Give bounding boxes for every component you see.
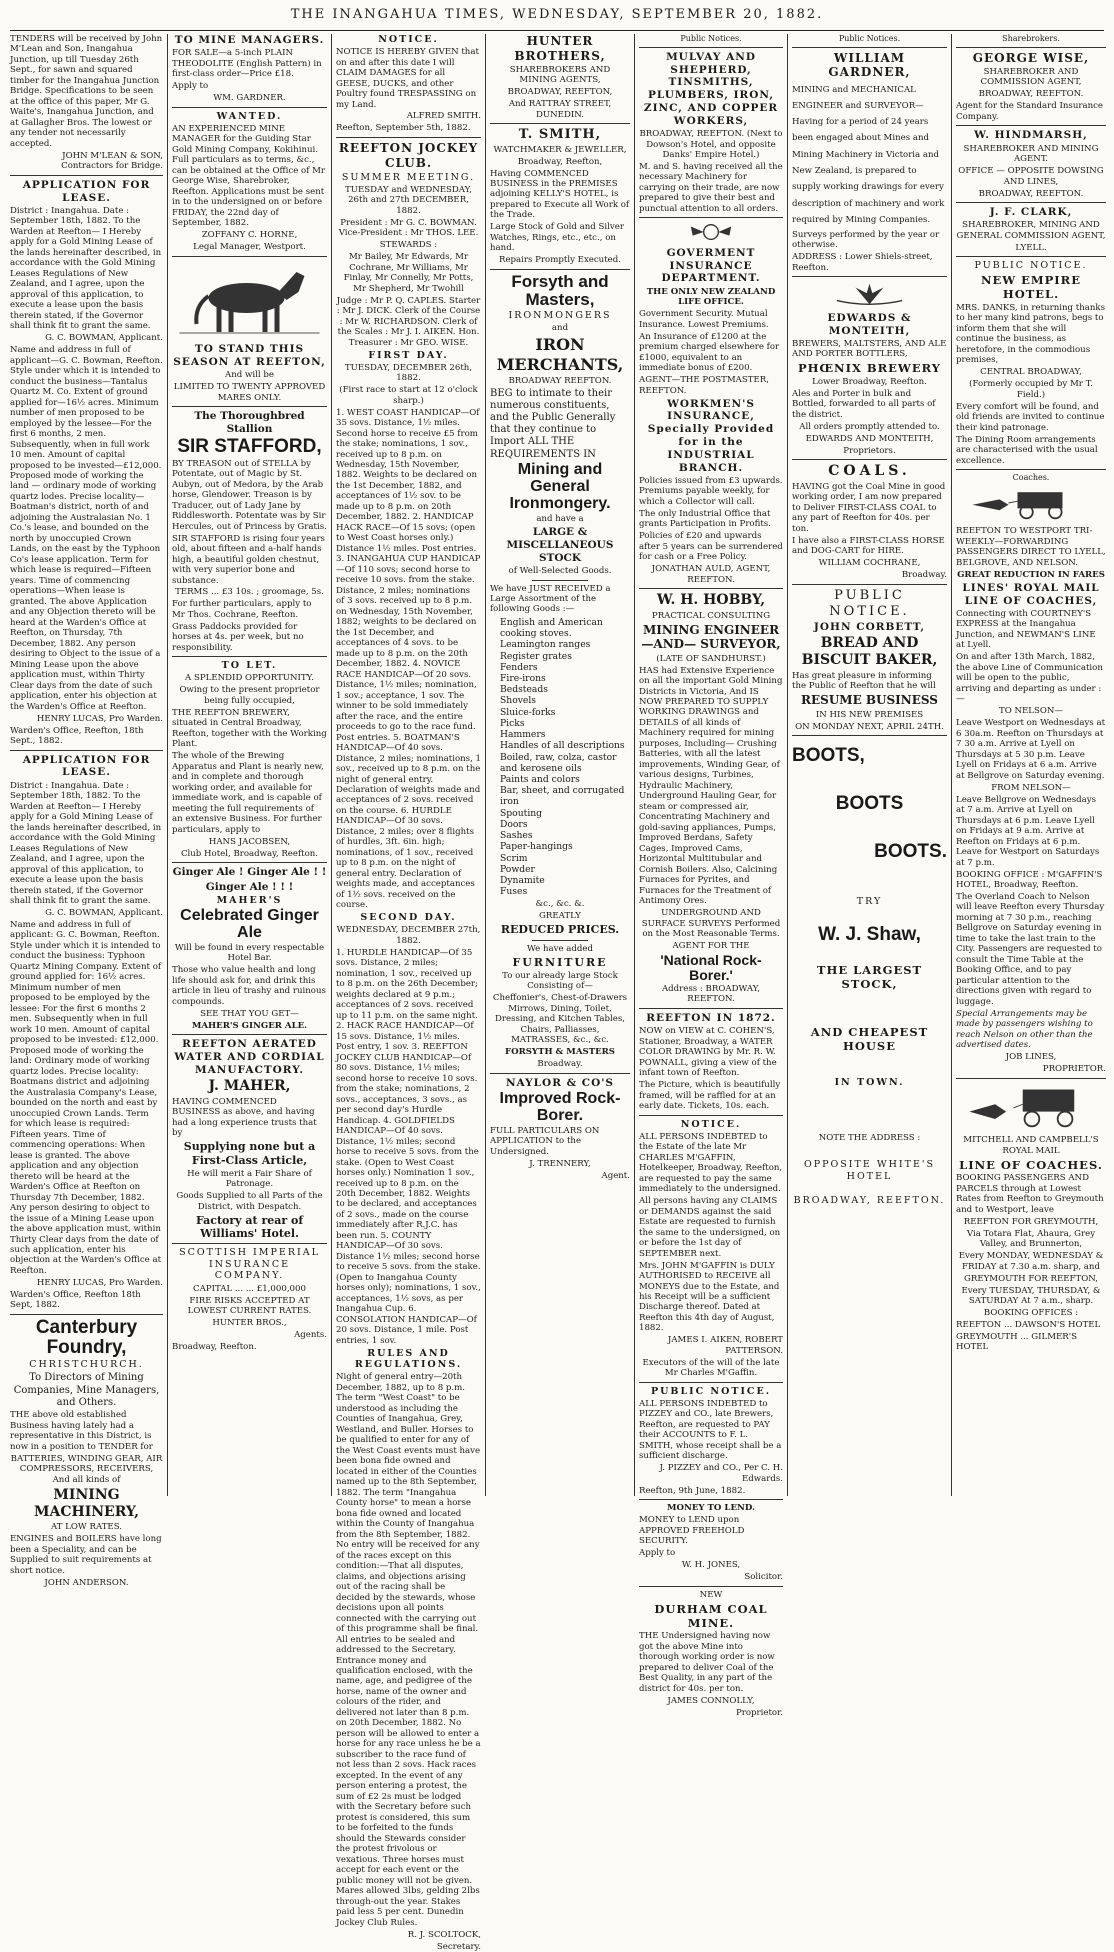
- goods-item: Boiled, raw, colza, castor and kerosene oils: [500, 751, 617, 774]
- column-4: [490, 34, 630, 1496]
- hunter-brothers-ad: HUNTER BROTHERS, SHAREBROKERS AND MINING AGENTS, BROADWAY, REEFTON, And RATTRAY STREET, DUNEDIN.: [507, 34, 613, 120]
- masthead-rule: [10, 30, 1104, 31]
- lease-application-typhoon: APPLICATION FOR LEASE. District : Inangahua. Date : September 18th, 1882. To the Warden at Reefton— I Hereby apply for a Gold Mining Lease of the lands hereinafter described, in accordance with the Gold Mining Leases Regulations of New Zealand, and I agree, upon the approval of this application, to execute a lease upon the basis therein stated, if the Governor shall think fit to grant the same. G. C. BOWMAN, Applicant. Name and address in full of applicant: G. C. Bowman, Reefton. Style under which it is intended to conduct the business: Typhoon Quartz Mining Company. Extent of ground applied for: 16½ acres. Minimum number of men proposed to be employed by the lessee: For the first 6 months 2 men. Subsequently when in full work 10 men. Amount of capital proposed to be invested: £12,000. Proposed mode of working the land: Ordinary mode of working quartz lodes. Precise locality: Boatmans district and adjoining the Australasia Company's Lease, bounded on the north and east by unoccupied Crown Lands. Term for which lease is required: Fifteen years. Time of commencing operations: When lease is granted. The above application and any objection thereto will be heard at the Warden's Office at Reefton on Thursday 7th December, 1882. Any person desiring to object to the issue of a Mining Lease upon the above application must, within Thirty Clear days from the date of such application, enter his objection at the Warden's Office at Reefton. HENRY LUCAS, Pro Warden. Warden's Office, Reefton 18th Sept, 1882.: [10, 753, 163, 1311]
- goods-item: Hammers: [500, 729, 546, 741]
- aerated-water-ad: REEFTON AERATED WATER AND CORDIAL MANUFACTORY. J. MAHER, HAVING COMMENCED BUSINESS as above, and having had a long experience trusts that by Supplying none but a First-Class Article, He will merit a Fair Share of Patronage. Goods Supplied to all Parts of the District, with Despatch. Factory at rear of Williams' Hotel.: [172, 1038, 325, 1240]
- goods-item: Paints and colors: [500, 774, 580, 786]
- mine-managers-ad: TO MINE MANAGERS. FOR SALE—a 5-inch PLAIN THEODOLITE (English Pattern) in first-class order—Price £18. Apply to WM. GARDNER.: [172, 34, 325, 104]
- goods-item: Fuses: [500, 886, 528, 898]
- hobby-engineer-ad: W. H. HOBBY, PRACTICAL CONSULTING MINING ENGINEER —AND— SURVEYOR, (LATE OF SANDHURST.) HAS had Extensive Experience on all the important Gold Mining Districts in Victoria, And IS NOW PREPARED TO SUPPLY WORKING DRAWINGS and DETAILS of all kinds of Machinery required for mining purposes, Including— Crushing Batteries, with all the latest improvements, Winding Gear, of various designs, Turbines, Hydraulic Machinery, Underground Hauling Gear, for steam or compressed air, Concentrating Machinery and gold-saving appliances, Pumps, Improved Berdans, Safety Cages, Improved Cams, Horizontal Multitubular and Cornish Boilers. Also, Calcining Furnaces for Pyrites, and Furnaces for the Treatment of Antimony Ores. UNDERGROUND AND SURFACE SURVEYS Performed on the Most Reasonable Terms. AGENT FOR THE 'National Rock-Borer.' Address : BROADWAY, REEFTON.: [639, 592, 783, 1005]
- column-5: Public Notices. MULVAY AND SHEPHERD, TINSMITHS, PLUMBERS, IRON, ZINC, AND COPPER WORKERS, BROADWAY, REEFTON. (Next to Dowson's Hotel, and opposite Danks' Empire Hotel.) M. and S. having received all the necessary Machinery for carrying on their trade, are now prepared to give their best and punctual attention to all orders. GOVERMENT INSURANCE DEPARTMENT. THE ONLY NEW ZEALAND LIFE OFFICE. Government Security. Mutual Insurance. Lowest Premiums. An Insurance of £1200 at the premium charged elsewhere for £1000, equivalent to an immediate bonus of £200. AGENT—THE POSTMASTER, REEFTON. WORKMEN'S INSURANCE, Specially Provided for in the INDUSTRIAL BRANCH. Policies issued from £3 upwards. Premiums payable weekly, for which a Collector will call. The only Industrial Office that grants Participation in Profits. Policies of £20 and upwards after 5 years can be surrendered for cash or a Free Policy. JONATHAN AULD, AGENT, REEFTON. W. H. HOBBY, PRACTICAL CONSULTING MINING ENGINEER —AND— SURVEYOR, (LATE OF SANDHURST.) HAS had Extensive Experience on all the important Gold Mining Districts in Victoria, And IS NOW PREPARED TO SUPPLY WORKING DRAWINGS and DETAILS of all kinds of Machinery required for mining purposes, Including— Crushing Batteries, with all the latest improvements, Winding Gear, of various designs, Turbines, Hydraulic Machinery, Underground Hauling Gear, for steam or compressed air, Concentrating Machinery and gold-saving appliances, Pumps, Improved Berdans, Safety Cages, Improved Cams, Horizontal Multitubular and Cornish Boilers. Also, Calcining Furnaces for Pyrites, and Furnaces for the Treatment of Antimony Ores. UNDERGROUND AND SURFACE SURVEYS Performed on the Most Reasonable Terms. AGENT FOR THE 'National Rock-Borer.' Address : BROADWAY, REEFTON. REEFTON IN 1872. NOW on VIEW at C. COHEN'S, Stationer, Broadway, a WATER COLOR DRAWING by Mr. R. W. POWNALL, giving a view of the infant town of Reefton. The Picture, which is beautifully framed, will be raffled for at an early date. Tickets, 10s. each. NOTICE. ALL PERSONS INDEBTED to the Estate of the late Mr CHARLES M'GAFFIN, Hotelkeeper, Broadway, Reefton, are requested to pay the same immediately to the undersigned. All persons having any CLAIMS or DEMANDS against the said Estate are requested to furnish the same to the undersigned, on or before the 1st day of SEPTEMBER next. Mrs. JOHN M'GAFFIN is DULY AUTHORISED to RECEIVE all MONEYS due to the Estate, and his Receipt will be a sufficient Discharge thereof. Dated at Reefton this 4th day of August, 1882. JAMES I. AIKEN, ROBERT PATTERSON. Executors of the will of the late Mr Charles M'Gaffin. PUBLIC NOTICE. ALL PERSONS INDEBTED to PIZZEY and CO., late Brewers, Reefton, are requested to PAY their ACCOUNTS to F. L. SMITH, whose receipt shall be a sufficient discharge. J. PIZZEY and CO., Per C. H. Edwards. Reefton, 9th June, 1882. MONEY TO LEND. MONEY to LEND upon APPROVED FREEHOLD SECURITY. Apply to W. H. JONES, Solicitor. NEW DURHAM COAL MINE. THE Undersigned having now got the above Mine into thorough working order is now prepared to deliver Coal of the Best Quality, in any part of the district for 40s. per ton. JAMES CONNOLLY, Proprietor.: [639, 34, 783, 1718]
- goods-item: Scrim: [500, 852, 528, 864]
- goods-item: Doors: [500, 818, 528, 830]
- goods-item: Shovels: [500, 695, 537, 707]
- john-corbett-ad: PUBLIC NOTICE. JOHN CORBETT, BREAD AND BISCUIT BAKER, Has great pleasure in informing the Public of Reefton that he will RESUME BUSINESS IN HIS NEW PREMISES ON MONDAY NEXT, APRIL 24TH.: [792, 587, 944, 732]
- canterbury-foundry-ad: Canterbury Foundry, CHRISTCHURCH. To Directors of Mining Companies, Mine Managers, and Others. THE above old established Business having lately had a representative in this District, is now in a position to TENDER for BATTERIES, WINDING GEAR, AIR COMPRESSORS, RECEIVERS, And all kinds of MINING MACHINERY, AT LOW RATES. ENGINES and BOILERS have long been a Speciality, and can be Supplied to suit requirements at short notice. JOHN ANDERSON.: [10, 1316, 163, 1588]
- mgaffin-estate-notice: NOTICE. ALL PERSONS INDEBTED to the Estate of the late Mr CHARLES M'GAFFIN, Hotelkeeper, Broadway, Reefton, are requested to pay the same immediately to the undersigned. All persons having any CLAIMS or DEMANDS against the said Estate are requested to furnish the same to the undersigned, on or before the 1st day of SEPTEMBER next. Mrs. JOHN M'GAFFIN is DULY AUTHORISED to RECEIVE all MONEYS due to the Estate, and his Receipt will be a sufficient Discharge thereof. Dated at Reefton this 4th day of August, 1882. JAMES I. AIKEN, ROBERT PATTERSON. Executors of the will of the late Mr Charles M'Gaffin.: [639, 1118, 783, 1379]
- edwards-monteith-ad: EDWARDS & MONTEITH, BREWERS, MALTSTERS, AND ALE AND PORTER BOTTLERS, PHŒNIX BREWERY Lower Broadway, Reefton. Ales and Porter in bulk and Bottled, forwarded to all parts of the district. All orders promptly attended to. EDWARDS AND MONTEITH, Proprietors.: [792, 280, 947, 456]
- goods-item: Bedsteads: [500, 684, 548, 696]
- phoenix-emblem-icon: [792, 280, 947, 308]
- column-divider: [951, 34, 952, 1496]
- goods-item: Dynamite: [500, 874, 545, 886]
- new-empire-hotel-ad: PUBLIC NOTICE. NEW EMPIRE HOTEL. MRS. DANKS, in returning thanks to her many kind patrons, begs to inform them that she will continue the business, as heretofore, in the commodious premises, CENTRAL BROADWAY, (Formerly occupied by Mr T. Field.) Every comfort will be found, and old friends are invited to continue their kind patronage. The Dining Room arrangements are characterised with the usual excellence.: [956, 260, 1106, 466]
- goods-item: Sluice-forks: [500, 706, 556, 718]
- column-divider: [331, 34, 332, 1496]
- mulvay-shepherd-ad: MULVAY AND SHEPHERD, TINSMITHS, PLUMBERS, IRON, ZINC, AND COPPER WORKERS, BROADWAY, REEFTON. (Next to Dowson's Hotel, and opposite Danks' Empire Hotel.) M. and S. having received all the necessary Machinery for carrying on their trade, are now prepared to give their best and punctual attention to all orders.: [639, 50, 783, 214]
- goods-item: Picks: [500, 717, 525, 729]
- naylor-rock-borer-ad: NAYLOR & CO'S Improved Rock-Borer. FULL PARTICULARS ON APPLICATION to the Undersigned. J. TRENNERY, Agent.: [490, 1076, 630, 1181]
- goods-item: Leamington ranges: [500, 639, 591, 651]
- goods-list: [500, 617, 630, 897]
- column-divider: [634, 34, 635, 1496]
- durham-coal-ad: NEW DURHAM COAL MINE. THE Undersigned having now got the above Mine into thorough working order is now prepared to deliver Coal of the Best Quality, in any part of the district for 40s. per ton. JAMES CONNOLLY, Proprietor.: [639, 1589, 783, 1718]
- column-divider: [485, 34, 486, 1496]
- column-3: [336, 34, 482, 1952]
- lines-royal-mail-ad: REEFTON TO WESTPORT TRI-WEEKLY—FORWARDING PASSENGERS DIRECT TO LYELL, BELGROVE, AND NELSON. GREAT REDUCTION IN FARES LINES' ROYAL MAIL LINE OF COACHES, Connecting with COURTNEY'S EXPRESS at the Inangahua Junction, and NEWMAN'S LINE at Lyell. On and after 13th March, 1882, the above Line of Communication will be open to the public, arriving and departing as under :— TO NELSON— Leave Westport on Wednesdays at 6 30a.m. Reefton on Thursdays at 7 30 a.m. Arrive at Lyell on Thursdays at 5 30 p.m. Leave Lyell on Fridays at 6 a.m. Arrive at Bellgrove on Saturday evening. FROM NELSON— Leave Bellgrove on Wednesdays at 7 a.m. Arrive at Lyell on Thursdays at 6 p.m. Leave Lyell on Fridays at 9 a.m. Arrive at Reefton on Fridays at 6 p.m. Leave for Westport on Saturdays at 7 p.m. BOOKING OFFICE : M'GAFFIN'S HOTEL, Broadway, Reefton. The Overland Coach to Nelson will leave Reefton every Thursday morning at 7 30 p.m., reaching Bellgrove on Saturday evening in time to take the last train to the City. Passengers are requested to consult the Time Table at the Booking Office, and to pay particular attention to the directions given with regard to luggage. Special Arrangements may be made by passengers wishing to reach Nelson on other than the advertised dates. JOB LINES, PROPRIETOR.: [956, 483, 1106, 1075]
- reefton-1872-ad: REEFTON IN 1872. NOW on VIEW at C. COHEN'S, Stationer, Broadway, a WATER COLOR DRAWING by Mr. R. W. POWNALL, giving a view of the infant town of Reefton. The Picture, which is beautifully framed, will be raffled for at an early date. Tickets, 10s. each.: [639, 1011, 781, 1112]
- goods-item: Paper-hangings: [500, 841, 573, 853]
- forsyth-masters-ad: Forsyth and Masters, IRONMONGERS and IRON MERCHANTS, BROADWAY REEFTON. BEG to intimate to their numerous constituents, and the Public Generally that they continue to Import ALL THE REQUIREMENTS IN Mining and General Ironmongery. and have a LARGE & MISCELLANEOUS STOCK of Well-Selected Goods. We have JUST RECEIVED a Large Assortment of the following Goods :— English and American cooking stoves. Leamington ranges Register grates Fenders Fire-irons Bedsteads Shovels Sluice-forks Picks Hammers Handles of all descriptions Boiled, raw, colza, castor and kerosene oils Paints and colors Bar, sheet, and corrugated iron Spouting Doors Sashes Paper-hangings Scrim Powder Dynamite Fuses &c., &c. &. GREATLY REDUCED PRICES. We have added FURNITURE To our already large Stock Consisting of— Cheffonier's, Chest-of-Drawers Mirrows, Dining, Toilet, Dressing, and Kitchen Tables, Chairs, Palliasses, MATRASSES, &c., &c. FORSYTH & MASTERS Broadway.: [490, 273, 630, 1070]
- shaw-boots-ad: BOOTS, BOOTS BOOTS. TRY W. J. Shaw, THE LARGEST STOCK, AND CHEAPEST HOUSE IN TOWN. NOTE THE ADDRESS : OPPOSITE WHITE'S HOTEL BROADWAY, REEFTON.: [792, 745, 947, 1206]
- mitchell-campbell-coaches-ad: MITCHELL AND CAMPBELL'S ROYAL MAIL LINE OF COACHES. BOOKING PASSENGERS AND PARCELS through at Lowest Rates from Reefton to Greymouth and to Westport, leave REEFTON FOR GREYMOUTH, Via Totara Flat, Ahaura, Grey Valley, and Brunnerton, Every MONDAY, WEDNESDAY & FRIDAY at 7.30 a.m. sharp, and GREYMOUTH FOR REEFTON, Every TUESDAY, THURSDAY, & SATURDAY At 7 a.m., sharp. BOOKING OFFICES : REEFTON ... DAWSON'S HOTEL GREYMOUTH ... GILMER'S HOTEL: [956, 1082, 1106, 1353]
- william-gardner-ad: WILLIAM GARDNER, MINING and MECHANICAL ENGINEER and SURVEYOR—Having for a period of 24 years been engaged about Mines and Mining Machinery in Victoria and New Zealand, is prepared to supply working drawings for every description of machinery and work required by Mining Companies. Surveys performed by the year or otherwise. ADDRESS : Lower Shiels-street, Reefton.: [792, 50, 945, 273]
- t-smith-ad: T. SMITH, WATCHMAKER & JEWELLER, Broadway, Reefton, Having COMMENCED BUSINESS in the PREMISES adjoining KELLY'S HOTEL, is prepared to Execute all Work of the Trade. Large Stock of Gold and Silver Watches, Rings, etc., etc., on hand. Repairs Promptly Executed.: [490, 127, 630, 266]
- poultry-notice: NOTICE. NOTICE IS HEREBY GIVEN that on and after this date I will CLAIM DAMAGES for all GEESE, DUCKS, and other Poultry found TRESPASSING on my Land. ALFRED SMITH. Reefton, September 5th, 1882.: [336, 34, 481, 134]
- wanted-ad: WANTED. AN EXPERIENCED MINE MANAGER for the Guiding Star Gold Mining Company, Kokihinui. Full particulars as to terms, &c., can be obtained at the Office of Mr George Wise, Sharebroker, Reefton. Applications must be sent in to the undersigned on or before FRIDAY, the 22nd day of September, 1882. ZOFFANY C. HORNE, Legal Manager, Westport.: [172, 110, 326, 253]
- goods-item: Bar, sheet, and corrugated iron: [500, 785, 625, 808]
- tenders-notice: TENDERS will be received by John M'Lean and Son, Inangahua Junction, up till Tuesday 26th Sept., for sawn and squared timber for the Inangahua Junction Bridge. Specifications to be seen at the office of this paper, Mr G. Waite's, Inangahua Junction, and at Gallagher Bros. The lowest or any tender not necessarily accepted. JOHN M'LEAN & SON, Contractors for Bridge.: [10, 34, 163, 172]
- goods-item: Handles of all descriptions: [500, 740, 625, 752]
- jf-clark-ad: J. F. CLARK, SHAREBROKER, MINING AND GENERAL COMMISSION AGENT, LYELL.: [956, 206, 1106, 253]
- royal-crest-icon: [639, 221, 783, 243]
- horse-illustration: [172, 262, 327, 338]
- goods-item: Spouting: [500, 807, 543, 819]
- george-wise-ad: GEORGE WISE, SHAREBROKER AND COMMISSION AGENT, BROADWAY, REEFTON. Agent for the Standard Insurance Company.: [956, 50, 1104, 122]
- ginger-ale-ad: Ginger Ale ! Ginger Ale ! ! Ginger Ale ! ! ! MAHER'S Celebrated Ginger Ale Will be found in every respectable Hotel Bar. Those who value health and long life should ask for, and drink this article in lieu of trashy and ruinous compounds. SEE THAT YOU GET— MAHER'S GINGER ALE.: [172, 866, 327, 1031]
- scottish-insurance-ad: SCOTTISH IMPERIAL INSURANCE COMPANY. CAPITAL ... ... £1,000,000 FIRE RISKS ACCEPTED AT LOWEST CURRENT RATES. HUNTER BROS., Agents. Broadway, Reefton.: [172, 1247, 327, 1352]
- masthead: THE INANGAHUA TIMES, WEDNESDAY, SEPTEMBER 20, 1882.: [290, 7, 824, 22]
- goods-item: Fire-irons: [500, 673, 546, 685]
- column-2: [172, 34, 327, 1496]
- stallion-ad: TO STAND THIS SEASON AT REEFTON, And will be LIMITED TO TWENTY APPROVED MARES ONLY. The Thoroughbred Stallion SIR STAFFORD, BY TREASON out of STELLA by Potentate, out of Magic by St. Aubyn, out of Medora, by the Arab horse, Glendower. Treason is by Traducer, out of Lady Jane by Riddlesworth. Potentate was by Sir Hercules, out of Princess by Gratis. SIR STAFFORD is rising four years old, about fifteen and a-half hands high, a beautiful golden chestnut, with very superior bone and substance. TERMS ... £3 10s. ; groomage, 5s. For further particulars, apply to Mr Thos. Cochrane, Reefton. Grass Paddocks provided for horses at 4s. per week, but no responsibility.: [172, 260, 327, 654]
- goods-item: English and American cooking stoves.: [500, 616, 603, 640]
- column-divider: [167, 34, 168, 1496]
- money-to-lend-ad: MONEY TO LEND. MONEY to LEND upon APPROVED FREEHOLD SECURITY. Apply to W. H. JONES, Solicitor.: [639, 1503, 783, 1583]
- column-7: Sharebrokers. GEORGE WISE, SHAREBROKER AND COMMISSION AGENT, BROADWAY, REEFTON. Agent for the Standard Insurance Company. W. HINDMARSH, SHAREBROKER AND MINING AGENT. OFFICE — OPPOSITE DOWSING AND LINES, BROADWAY, REEFTON. J. F. CLARK, SHAREBROKER, MINING AND GENERAL COMMISSION AGENT, LYELL. PUBLIC NOTICE. NEW EMPIRE HOTEL. MRS. DANKS, in returning thanks to her many kind patrons, begs to inform them that she will continue the business, as heretofore, in the commodious premises, CENTRAL BROADWAY, (Formerly occupied by Mr T. Field.) Every comfort will be found, and old friends are invited to continue their kind patronage. The Dining Room arrangements are characterised with the usual excellence. Coaches. REEFTON TO WESTPORT TRI-WEEKLY—FORWARDING PASSENGERS DIRECT TO LYELL, BELGROVE, AND NELSON. GREAT REDUCTION IN FARES LINES' ROYAL MAIL LINE OF COACHES, Connecting with COURTNEY'S EXPRESS at the Inangahua Junction, and NEWMAN'S LINE at Lyell. On and after 13th March, 1882, the above Line of Communication will be open to the public, arriving and departing as under :— TO NELSON— Leave Westport on Wednesdays at 6 30a.m. Reefton on Thursdays at 7 30 a.m. Arrive at Lyell on Thursdays at 5 30 p.m. Leave Lyell on Fridays at 6 a.m. Arrive at Bellgrove on Saturday evening. FROM NELSON— Leave Bellgrove on Wednesdays at 7 a.m. Arrive at Lyell on Thursdays at 6 p.m. Leave Lyell on Fridays at 9 a.m. Arrive at Reefton on Fridays at 6 p.m. Leave for Westport on Saturdays at 7 p.m. BOOKING OFFICE : M'GAFFIN'S HOTEL, Broadway, Reefton. The Overland Coach to Nelson will leave Reefton every Thursday morning at 7 30 p.m., reaching Bellgrove on Saturday evening in time to take the last train to the City. Passengers are requested to consult the Time Table at the Booking Office, and to pay particular attention to the directions given with regard to luggage. Special Arrangements may be made by passengers wishing to reach Nelson on other than the advertised dates. JOB LINES, PROPRIETOR. MITCHELL AND CAMPBELL'S ROYAL MAIL LINE OF COACHES. BOOKING PASSENGERS AND PARCELS through at Lowest Rates from Reefton to Greymouth and to Westport, leave REEFTON FOR GREYMOUTH, Via Totara Flat, Ahaura, Grey Valley, and Brunnerton, Every MONDAY, WEDNESDAY & FRIDAY at 7.30 a.m. sharp, and GREYMOUTH FOR REEFTON, Every TUESDAY, THURSDAY, & SATURDAY At 7 a.m., sharp. BOOKING OFFICES : REEFTON ... DAWSON'S HOTEL GREYMOUTH ... GILMER'S HOTEL: [956, 34, 1106, 1353]
- coach-illustration: [956, 485, 1106, 521]
- jockey-club-ad: REEFTON JOCKEY CLUB. SUMMER MEETING. TUESDAY and WEDNESDAY, 26th and 27th DECEMBER, 1882. President : Mr G. C. BOWMAN. Vice-President : Mr THOS. LEE. STEWARDS : Mr Bailey, Mr Edwards, Mr Cochrane, Mr Williams, Mr Finlay, Mr Connelly, Mr Potts, Mr Shepherd, Mr Twohill Judge : Mr P. Q. CAPLES. Starter : Mr J. DICK. Clerk of the Course : Mr W. RICHARDSON. Clerk of the Scales : Mr J. I. AIKEN. Hon. Treasurer : Mr GEO. WISE. FIRST DAY. TUESDAY, DECEMBER 26th, 1882. (First race to start at 12 o'clock sharp.) 1. WEST COAST HANDICAP—Of 35 sovs. Distance, 1½ miles. Second horse to receive £5 from the stake; nominations, 1 sov., received up to 8 p.m. on Wednesday, 15th November, 1882. Weights to be declared on the 1st December, 1882, and acceptances of 1½ sov. to be made up to 8 p.m. on 20th December, 1882. 2. HANDICAP HACK RACE—Of 15 sovs; (open to West Coast horses only.) Distance 1½ miles. Post entries. 3. INANGAHUA CUP HANDICAP—Of 110 sovs; second horse to receive 10 sovs. from the stake. Distance, 2 miles; nominations of 3 sovs. received up to 8 p.m. on Wednesday, 15th November, 1882; weights to be declared on the 1st December, and acceptances of 4 sovs. to be made up to 8 p.m. on the 20th December, 1882. 4. NOVICE RACE HANDICAP—Of 20 sovs. Distance, 1½ miles; nomination, 1 sov.; acceptance, 1 sov. The winner to be sold immediately after the race, and the entire proceeds to go to the race fund. Post entries. 5. BOATMAN'S HANDICAP—Of 40 sovs. Distance, 2 miles; nominations, 1 sov., received up to 8 p.m. on the night of general entry. Declaration of weights made and acceptances of 2 sovs. received on the course. 6. HURDLE HANDICAP—Of 30 sovs. Distance, 2 miles; over 8 flights of hurdles, 3ft. 6in. high; nominations, of 1 sov., received up to 8 p.m. on the night of general entry. Declaration of weights made, and acceptances of 1½ sovs. received on the course. SECOND DAY. WEDNESDAY, DECEMBER 27th, 1882. 1. HURDLE HANDICAP—Of 35 sovs. Distance, 2 miles; nomination, 1 sov., received up to 8 p.m. on the 26th December; weights declared at 9 p.m.; acceptances of 2 sovs. received up to 11 p.m. on the same night. 2. HACK RACE HANDICAP—Of 15 sovs. Distance, 1½ miles. Post entry, 1 sov. 3. REEFTON JOCKEY CLUB HANDICAP—Of 80 sovs. Distance, 1½ miles; second horse to receive 10 sovs. from the stake; nominations, 2 sovs., acceptances, 3 sovs., as per second day's Hurdle Handicap. 4. GOLDFIELDS HANDICAP—Of 40 sovs. Distance, 1½ miles; second horse to receive 5 sovs. from the stake. (Open to West Coast horses only.) Nomination 1 sov., received up to 8 p.m. on the 20th December, 1882. Weights to be declared, and acceptances of 2 sovs., made on the course immediately after R.J.C. has been run. 5. COUNTY HANDICAP—Of 30 sovs. Distance 1½ miles; second horse to receive 5 sovs. from the stake. (Open to Inangahua County horses only); nominations, 1 sov., acceptances, 1½ sovs, as per Inangahua Cup. 6. CONSOLATION HANDICAP—Of 20 sovs. Distance, 1 mile. Post entries, 1 sov. RULES AND REGULATIONS. Night of general entry—20th December, 1882, up to 8 p.m. The term "West Coast" to be understood as including the Counties of Inangahua, Grey, Westland, and Buller. Horses to be qualified to enter for any of the West Coast events must have been bona fide owned and located in either of the Counties named up to the 8th September, 1882. The term "Inangahua County horse" to mean a horse bona fide owned and located within the County of Inangahua from the 8th September, 1882. No entry will be received for any of the races except on this condition:—That all disputes, claims, and objections arising out of the racing shall be decided by the stewards, whose decisions upon all points connected with the carrying out of this programme shall be final. All entries to be sealed and addressed to the Secretary. Entrance money and qualification enclosed, with the name, age, and pedigree of the horse, name of the owner and colours of the rider, and delivered not later than 8 p.m. on 20th December, 1882. No person will be allowed to enter a horse for any race unless he be a subscriber to the race fund of not less than 2 sovs. Hack races excepted. In the event of any person entering a protest, the sum of £2 2s must be lodged with the Secretary before such protest is considered, this sum to be forfeited to the funds should the Stewards consider the protest frivolous or vexatious. Three horses must accept for each event or the public money will not be given. Mares allowed 3lbs, gelding 2lbs through-out the year. Stakes paid less 5 per cent. Dunedin Jockey Club Rules. R. J. SCOLTOCK, Secretary.: [336, 140, 482, 1952]
- pizzey-notice: PUBLIC NOTICE. ALL PERSONS INDEBTED to PIZZEY and CO., late Brewers, Reefton, are requested to PAY their ACCOUNTS to F. L. SMITH, whose receipt shall be a sufficient discharge. J. PIZZEY and CO., Per C. H. Edwards. Reefton, 9th June, 1882.: [639, 1385, 783, 1496]
- goods-item: Sashes: [500, 830, 533, 842]
- govt-insurance-ad: GOVERMENT INSURANCE DEPARTMENT. THE ONLY NEW ZEALAND LIFE OFFICE. Government Security. Mutual Insurance. Lowest Premiums. An Insurance of £1200 at the premium charged elsewhere for £1000, equivalent to an immediate bonus of £200. AGENT—THE POSTMASTER, REEFTON. WORKMEN'S INSURANCE, Specially Provided for in the INDUSTRIAL BRANCH. Policies issued from £3 upwards. Premiums payable weekly, for which a Collector will call. The only Industrial Office that grants Participation in Profits. Policies of £20 and upwards after 5 years can be surrendered for cash or a Free Policy. JONATHAN AULD, AGENT, REEFTON.: [639, 221, 783, 585]
- goods-item: Fenders: [500, 661, 538, 673]
- mail-coach-illustration: [956, 1084, 1106, 1130]
- to-let-ad: TO LET. A SPLENDID OPPORTUNITY. Owing to the present proprietor being fully occupied, THE REEFTON BREWERY, situated in Central Broadway, Reefton, together with the Working Plant. The whole of the Brewing Apparatus and Plant is nearly new, and in complete and thorough working order, and available for immediate work, and is capable of meeting the full requirements of an extensive Business. For further particulars, apply to HANS JACOBSEN, Club Hotel, Broadway, Reefton.: [172, 660, 327, 859]
- column-divider: [787, 34, 788, 1496]
- hindmarsh-ad: W. HINDMARSH, SHAREBROKER AND MINING AGENT. OFFICE — OPPOSITE DOWSING AND LINES, BROADWAY, REEFTON.: [958, 129, 1104, 199]
- column-6: Public Notices. WILLIAM GARDNER, MINING and MECHANICAL ENGINEER and SURVEYOR—Having for a period of 24 years been engaged about Mines and Mining Machinery in Victoria and New Zealand, is prepared to supply working drawings for every description of machinery and work required by Mining Companies. Surveys performed by the year or otherwise. ADDRESS : Lower Shiels-street, Reefton. EDWARDS & MONTEITH, BREWERS, MALTSTERS, AND ALE AND PORTER BOTTLERS, PHŒNIX BREWERY Lower Broadway, Reefton. Ales and Porter in bulk and Bottled, forwarded to all parts of the district. All orders promptly attended to. EDWARDS AND MONTEITH, Proprietors. COALS. HAVING got the Coal Mine in good working order, I am now prepared to Deliver FIRST-CLASS COAL to any part of Reefton for 40s. per ton. I have also a FIRST-CLASS HORSE and DOG-CART for HIRE. WILLIAM COCHRANE, Broadway. PUBLIC NOTICE. JOHN CORBETT, BREAD AND BISCUIT BAKER, Has great pleasure in informing the Public of Reefton that he will RESUME BUSINESS IN HIS NEW PREMISES ON MONDAY NEXT, APRIL 24TH. BOOTS, BOOTS BOOTS. TRY W. J. Shaw, THE LARGEST STOCK, AND CHEAPEST HOUSE IN TOWN. NOTE THE ADDRESS : OPPOSITE WHITE'S HOTEL BROADWAY, REEFTON.: [792, 34, 947, 1206]
- column-1: [10, 34, 163, 1588]
- goods-item: Powder: [500, 863, 535, 875]
- goods-item: Register grates: [500, 650, 572, 662]
- lease-application-tantalus: APPLICATION FOR LEASE. District : Inangahua. Date : September 18th, 1882. To the Warden at Reefton— I Hereby apply for a Gold Mining Lease of the lands hereinafter described, in accordance with the Gold Mining Leases Regulations of New Zealand, and I agree, upon the approval of this application, to execute a lease upon the basis therein stated, if the Governor shall think fit to grant the same. G. C. BOWMAN, Applicant. Name and address in full of applicant—G. C. Bowman, Reefton. Style under which it is intended to conduct the business—Tantalus Quartz M. Co. Extent of ground applied for—16½ acres. Minimum number of men proposed to be employed by the lessee—For the first 6 months, 2 men. Subsequently, when in full work 10 men. Amount of capital proposed to be invested—£12,000. Proposed mode of working the land — ordinary mode of working quartz lodes. Precise locality—Boatman's district, north of and adjoining the Australasian No. 1 Co.'s lease, and bounded on the north by unoccupied Crown Lands, on the east by the Typhoon Co's lease application. Term for which lease is required—Fifteen years. Time of commencing operations—When lease is granted. The above Application and any Objection thereto will be heard at the Warden's Office at Reefton, on Thursday, 7th December, 1882. Any person desiring to Object to the issue of a Mining Lease upon the above application must, within Thirty Clear days from the date of such application, enter his objection at the Warden's Office at Reefton. HENRY LUCAS, Pro Warden. Warden's Office, Reefton, 18th Sept., 1882.: [10, 178, 163, 747]
- coals-ad: COALS. HAVING got the Coal Mine in good working order, I am now prepared to Deliver FIRST-CLASS COAL to any part of Reefton for 40s. per ton. I have also a FIRST-CLASS HORSE and DOG-CART for HIRE. WILLIAM COCHRANE, Broadway.: [792, 463, 947, 581]
